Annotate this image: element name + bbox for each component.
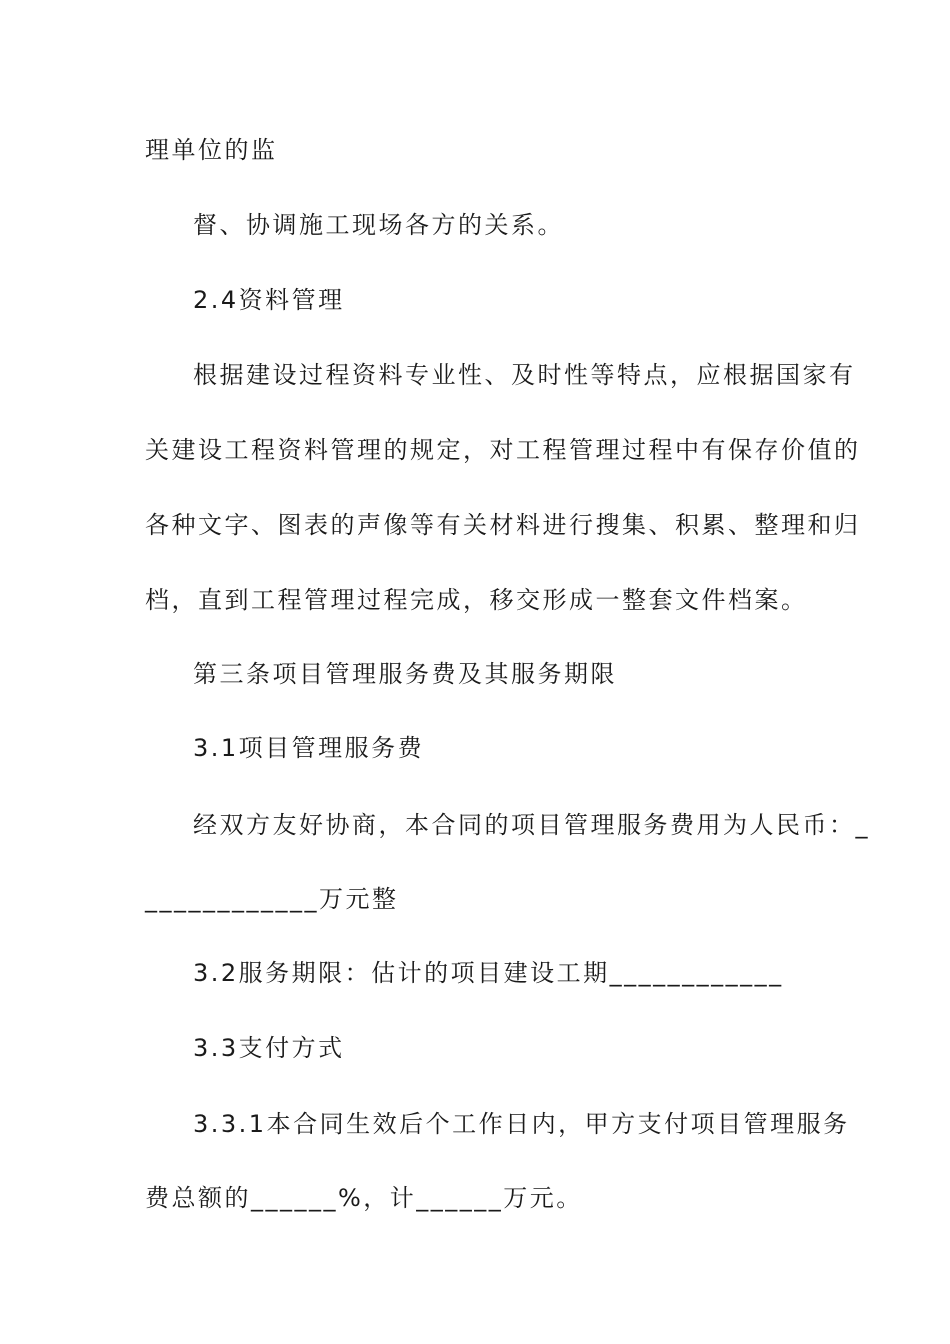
section-heading: 3.2服务期限：估计的项目建设工期____________ (193, 959, 784, 987)
paragraph-line: 费总额的______%，计______万元。 (145, 1184, 583, 1212)
paragraph-line: 3.3.1本合同生效后个工作日内，甲方支付项目管理服务 (193, 1110, 850, 1138)
paragraph-line: 根据建设过程资料专业性、及时性等特点，应根据国家有 (193, 361, 856, 389)
section-heading: 2.4资料管理 (193, 286, 345, 314)
paragraph-line: 关建设工程资料管理的规定，对工程管理过程中有保存价值的 (145, 436, 861, 464)
text-line: 理单位的监 (145, 136, 278, 164)
section-heading: 3.3支付方式 (193, 1034, 345, 1062)
section-heading: 3.1项目管理服务费 (193, 734, 425, 762)
paragraph-line: 经双方友好协商，本合同的项目管理服务费用为人民币：_ (193, 811, 870, 839)
paragraph-line: 各种文字、图表的声像等有关材料进行搜集、积累、整理和归 (145, 511, 861, 539)
paragraph-line: ____________万元整 (145, 885, 399, 913)
text-line: 督、协调施工现场各方的关系。 (193, 211, 564, 239)
paragraph-line: 档，直到工程管理过程完成，移交形成一整套文件档案。 (145, 586, 808, 614)
article-heading: 第三条项目管理服务费及其服务期限 (193, 660, 617, 688)
